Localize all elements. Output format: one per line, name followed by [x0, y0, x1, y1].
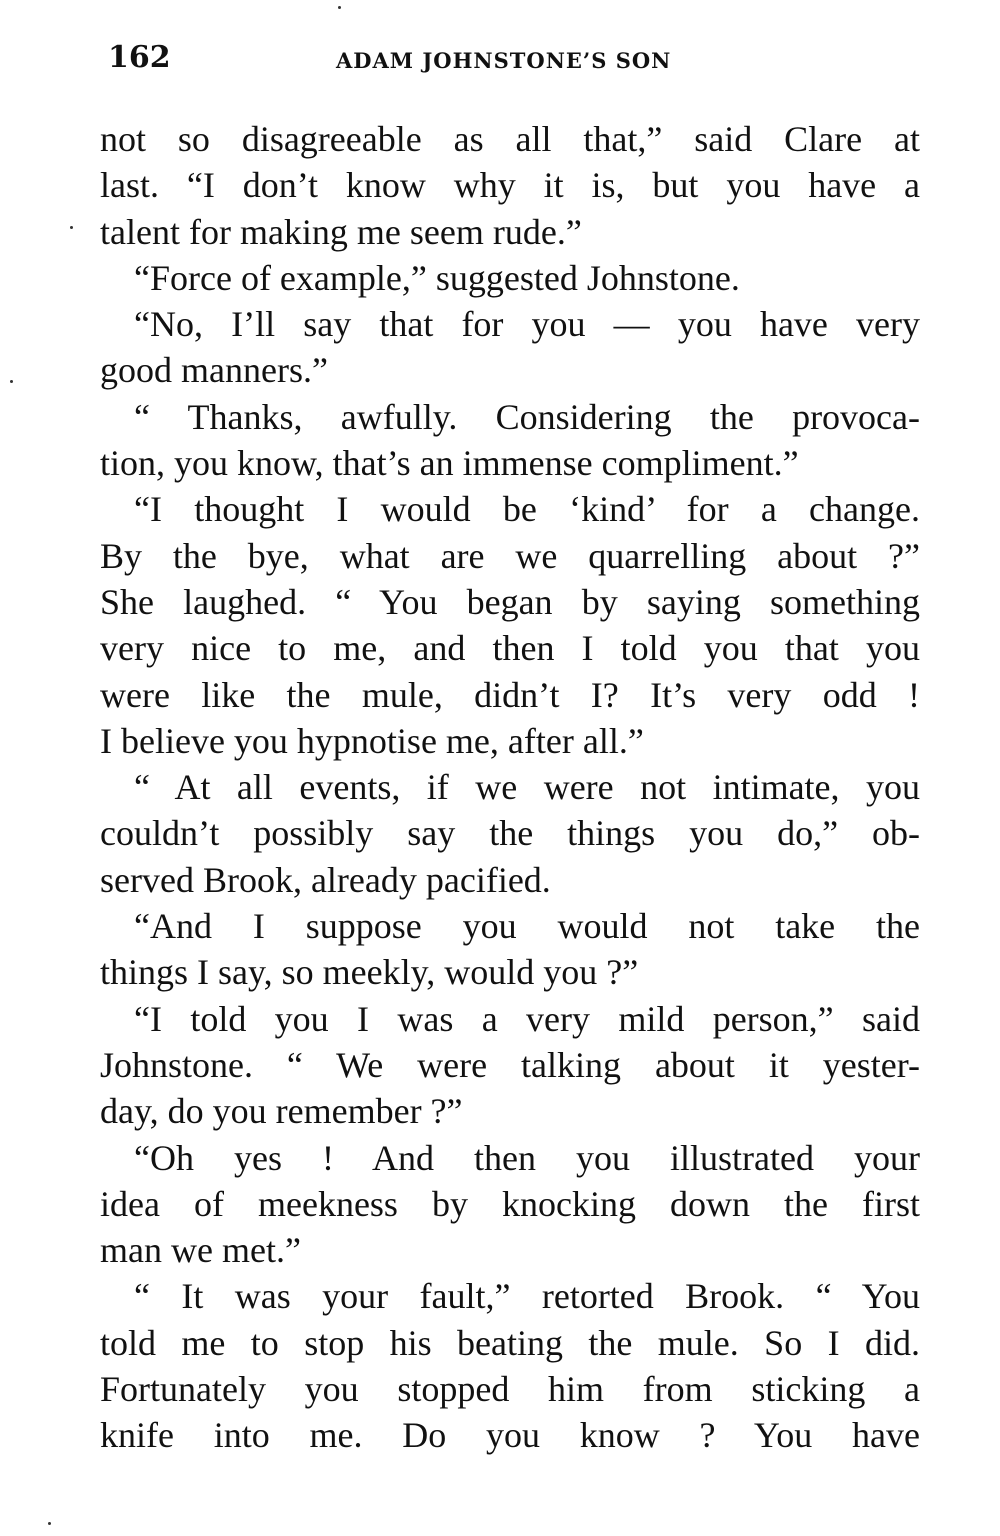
text-line: “Oh yes ! And then you illustrated your	[134, 1137, 920, 1178]
text-line: “ At all events, if we were not intimate, you	[134, 767, 920, 808]
text-line: “Force of example,” suggested Johnstone.	[134, 257, 740, 298]
text-line: day, do you remember ?”	[100, 1091, 463, 1132]
text-line: knife into me. Do you know ? You have	[100, 1415, 920, 1456]
text-line: couldn’t possibly say the things you do,” ob-	[100, 813, 920, 854]
text-line: “I told you I was a very mild person,” said	[134, 998, 920, 1039]
text-line: last. “I don’t know why it is, but you have a	[100, 165, 920, 206]
text-line: things I say, so meekly, would you ?”	[100, 952, 639, 993]
text-line: I believe you hypnotise me, after all.”	[100, 720, 644, 761]
text-line: idea of meekness by knocking down the first	[100, 1183, 920, 1224]
body-text	[100, 116, 920, 1496]
running-title: ADAM JOHNSTONE’S SON	[336, 48, 672, 73]
text-line: “I thought I would be ‘kind’ for a change.	[134, 489, 920, 530]
text-line: “And I suppose you would not take the	[134, 906, 920, 947]
text-line: Fortunately you stopped him from sticking a	[100, 1369, 920, 1410]
text-line: very nice to me, and then I told you that you	[100, 628, 920, 669]
text-line: “No, I’ll say that for you — you have very	[134, 304, 920, 345]
text-line: not so disagreeable as all that,” said Clare at	[100, 119, 920, 159]
text-line: were like the mule, didn’t I? It’s very odd !	[100, 674, 920, 715]
text-line: She laughed. “ You began by saying something	[100, 581, 920, 622]
page-header	[108, 38, 918, 78]
text-line: “ Thanks, awfully. Considering the provoca-	[134, 396, 920, 437]
text-line: Johnstone. “ We were talking about it yester-	[100, 1044, 920, 1085]
text-line: told me to stop his beating the mule. So I did.	[100, 1322, 920, 1363]
text-line: good manners.”	[100, 350, 328, 391]
text-line: tion, you know, that’s an immense compliment.”	[100, 443, 799, 484]
text-line: served Brook, already pacified.	[100, 859, 551, 900]
print-speck	[10, 380, 13, 383]
print-speck	[70, 226, 73, 229]
text-line: man we met.”	[100, 1230, 301, 1271]
text-line: “ It was your fault,” retorted Brook. “ You	[134, 1276, 920, 1317]
text-line: By the bye, what are we quarrelling about ?”	[100, 535, 920, 576]
print-speck	[338, 6, 341, 9]
print-speck	[48, 1522, 51, 1525]
page-number: 162	[108, 40, 171, 75]
text-line: talent for making me seem rude.”	[100, 211, 582, 252]
